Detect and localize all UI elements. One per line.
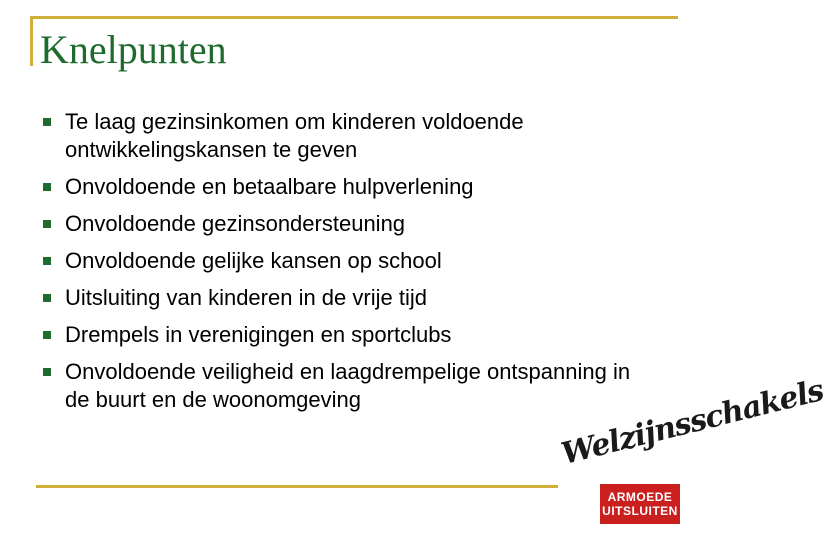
bullet-text: Onvoldoende gezinsondersteuning: [65, 211, 406, 236]
bullet-item: [40, 247, 640, 275]
bullet-item: [40, 321, 640, 349]
bullet-text: Te laag gezinsinkomen om kinderen voldoende ontwikkelingskansen te geven: [65, 109, 524, 162]
logo-red-box: [600, 484, 680, 524]
bullet-text: Uitsluiting van kinderen in de vrije tijd: [65, 285, 427, 310]
bullet-item: [40, 210, 640, 238]
logo-script-text: Welzijnsschakels: [558, 373, 827, 472]
bullet-text: Drempels in verenigingen en sportclubs: [65, 322, 452, 347]
square-bullet-icon: [43, 368, 51, 376]
square-bullet-icon: [43, 118, 51, 126]
bullet-item: [40, 173, 640, 201]
bullet-item: [40, 108, 640, 164]
logo-box-line1: ARMOEDE: [607, 490, 673, 504]
square-bullet-icon: [43, 257, 51, 265]
bullet-text: Onvoldoende veiligheid en laagdrempelige ontspanning in de buurt en de woonomgeving: [65, 359, 631, 412]
square-bullet-icon: [43, 294, 51, 302]
square-bullet-icon: [43, 183, 51, 191]
bullet-item: [40, 284, 640, 312]
frame-top-line: [30, 16, 678, 19]
square-bullet-icon: [43, 331, 51, 339]
frame-bottom-line: [36, 485, 558, 488]
logo-box-line2: UITSLUITEN: [602, 504, 678, 518]
bullet-text: Onvoldoende en betaalbare hulpverlening: [65, 174, 474, 199]
bullet-item: [40, 358, 640, 414]
frame-left-line: [30, 16, 33, 66]
slide-title: Knelpunten: [40, 27, 227, 72]
welzijnsschakels-logo: [552, 373, 827, 528]
bullet-text: Onvoldoende gelijke kansen op school: [65, 248, 442, 273]
bullet-list: [40, 108, 640, 423]
square-bullet-icon: [43, 220, 51, 228]
